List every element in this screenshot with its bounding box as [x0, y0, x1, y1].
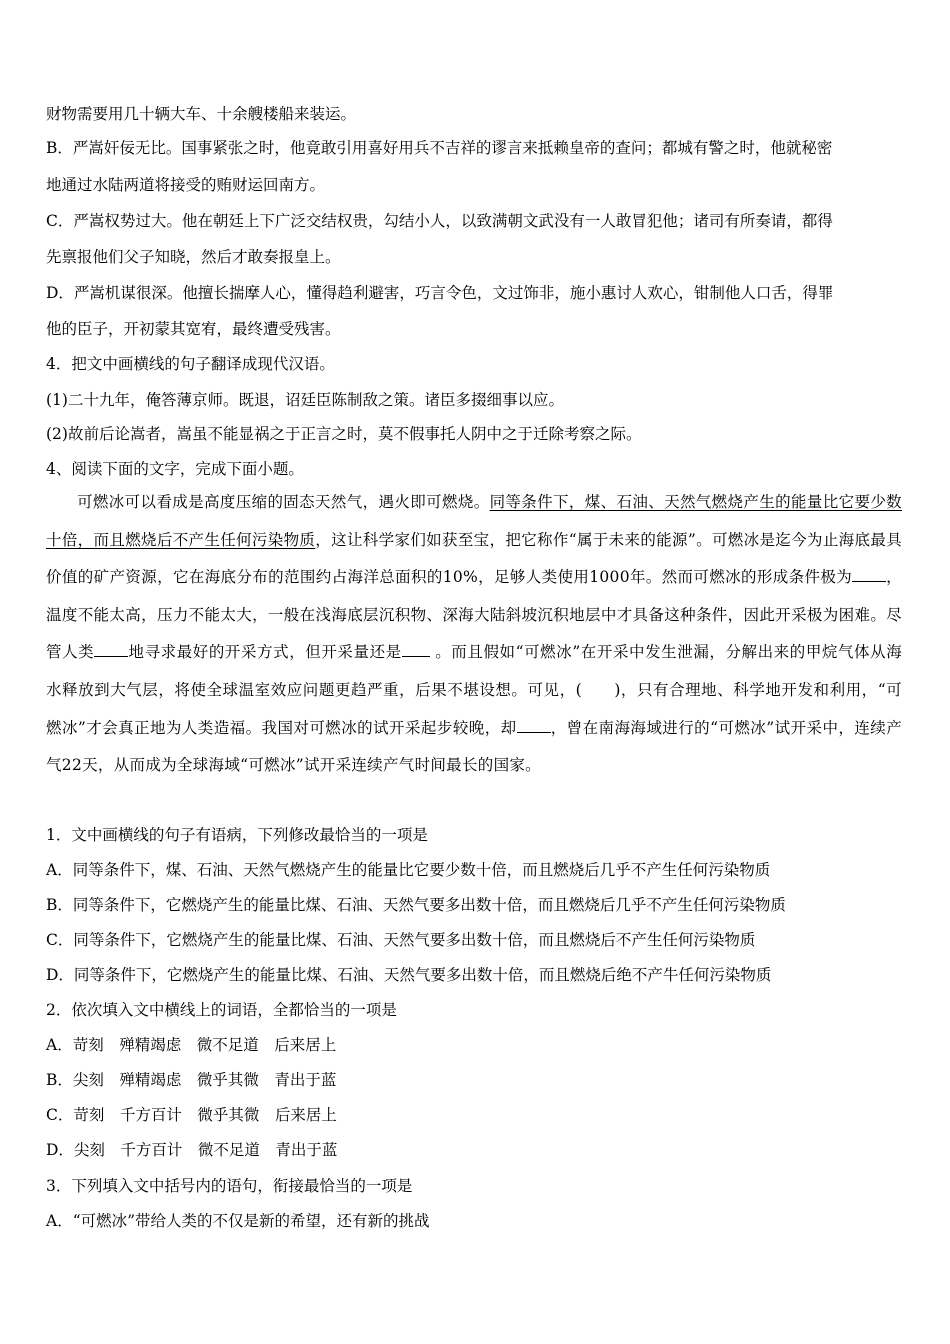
passage-part-b: ，这让科学家们如获至宝，把它称作“属于未来的能源”。可燃冰是迄今为止海底最具价值的矿产资源，它在海底分布的范围约占海洋总面积的10%，足够人类使用1000年。然而可燃冰的形成条件极为	[46, 530, 902, 587]
reading-passage	[46, 484, 902, 785]
option-b-line1: B．严嵩奸佞无比。国事紧张之时，他竟敢引用喜好用兵不吉祥的谬言来抵赖皇帝的查问；都城有警之时，他就秘密	[46, 139, 833, 157]
q1-option-a: A．同等条件下，煤、石油、天然气燃烧产生的能量比它要少数十倍，而且燃烧后几乎不产生任何污染物质	[46, 861, 771, 879]
q2-option-b: B．尖刻 殚精竭虑 微乎其微 青出于蓝	[46, 1071, 337, 1089]
q1-option-d: D．同等条件下，它燃烧产生的能量比煤、石油、天然气要多出数十倍，而且燃烧后绝不产牛任何污染物质	[46, 966, 772, 984]
passage-part-d: 地寻求最好的开采方式，但开采量还是	[128, 643, 402, 662]
passage-part-c: ，温度不能太高，压力不能太大，一般在浅海底层沉积物、深海大陆斜坡沉积地层中才具备这种条件，因此开采极为困难。尽管人类	[46, 568, 902, 662]
q2-option-a: A．苛刻 殚精竭虑 微不足道 后来居上	[46, 1036, 337, 1054]
option-a-continuation: 财物需要用几十辆大车、十余艘楼船来装运。	[46, 105, 357, 123]
q3-option-a: A．“可燃冰”带给人类的不仅是新的希望，还有新的挑战	[46, 1212, 430, 1230]
passage-intro: 可燃冰可以看成是高度压缩的固态天然气，遇火即可燃烧。	[77, 493, 490, 511]
question-4-title: 4．把文中画横线的句子翻译成现代汉语。	[46, 355, 335, 373]
blank-1	[852, 567, 886, 582]
option-d-line2: 他的臣子，开初蒙其宽宥，最终遭受残害。	[46, 320, 341, 338]
option-c-line1: C．严嵩权势过大。他在朝廷上下广泛交结权贵，勾结小人，以致满朝文武没有一人敢冒犯他；诸司有所奏请，都得	[46, 212, 833, 230]
blank-4	[517, 718, 551, 733]
passage-part-e: 。而且假如“可燃冰”在开采中发生泄漏，分解出来的甲烷气体从海水释放到大气层，将使全球温室效应问题更趋严重，后果不堪设想。可见，( )，只有合理地、科学地开发和利用，“可燃冰”才会真正地为人类造福。我国对可燃冰的试开采起步较晚，却	[46, 643, 902, 737]
q1-option-b: B．同等条件下，它燃烧产生的能量比煤、石油、天然气要多出数十倍，而且燃烧后几乎不产生任何污染物质	[46, 896, 786, 914]
blank-2	[94, 642, 128, 657]
section-4-heading: 4、阅读下面的文字，完成下面小题。	[46, 460, 304, 478]
translate-sentence-1: (1)二十九年，俺答薄京师。既退，诏廷臣陈制敌之策。诸臣多掇细事以应。	[46, 391, 564, 409]
option-d-line1: D．严嵩机谋很深。他擅长揣摩人心，懂得趋利避害，巧言令色，文过饰非，施小惠讨人欢心，钳制他人口舌，得罪	[46, 284, 834, 302]
passage-part-f: ，曾在南海海域进行的“可燃冰”试开采中，连续产气22天，从而成为全球海域“可燃冰”试开采连续产气时间最长的国家。	[46, 718, 903, 775]
option-c-line2: 先禀报他们父子知晓，然后才敢奏报皇上。	[46, 248, 341, 266]
subquestion-3-title: 3．下列填入文中括号内的语句，衔接最恰当的一项是	[46, 1177, 413, 1195]
q1-option-c: C．同等条件下，它燃烧产生的能量比煤、石油、天然气要多出数十倍，而且燃烧后不产生任何污染物质	[46, 931, 756, 949]
translate-sentence-2: (2)故前后论嵩者，嵩虽不能显祸之于正言之时，莫不假事托人阴中之于迁除考察之际。	[46, 425, 642, 443]
subquestion-2-title: 2．依次填入文中横线上的词语，全都恰当的一项是	[46, 1001, 397, 1019]
underlined-sentence: 同等条件下，煤、石油、天然气燃烧产生的能量比它要少数十倍，而且燃烧后不产生任何污染物质	[46, 493, 902, 549]
q2-option-c: C．苛刻 千方百计 微乎其微 后来居上	[46, 1106, 337, 1124]
q2-option-d: D．尖刻 千方百计 微不足道 青出于蓝	[46, 1141, 338, 1159]
option-b-line2: 地通过水陆两道将接受的贿财运回南方。	[46, 176, 326, 194]
subquestion-1-title: 1．文中画横线的句子有语病，下列修改最恰当的一项是	[46, 826, 428, 844]
blank-3	[402, 642, 430, 657]
